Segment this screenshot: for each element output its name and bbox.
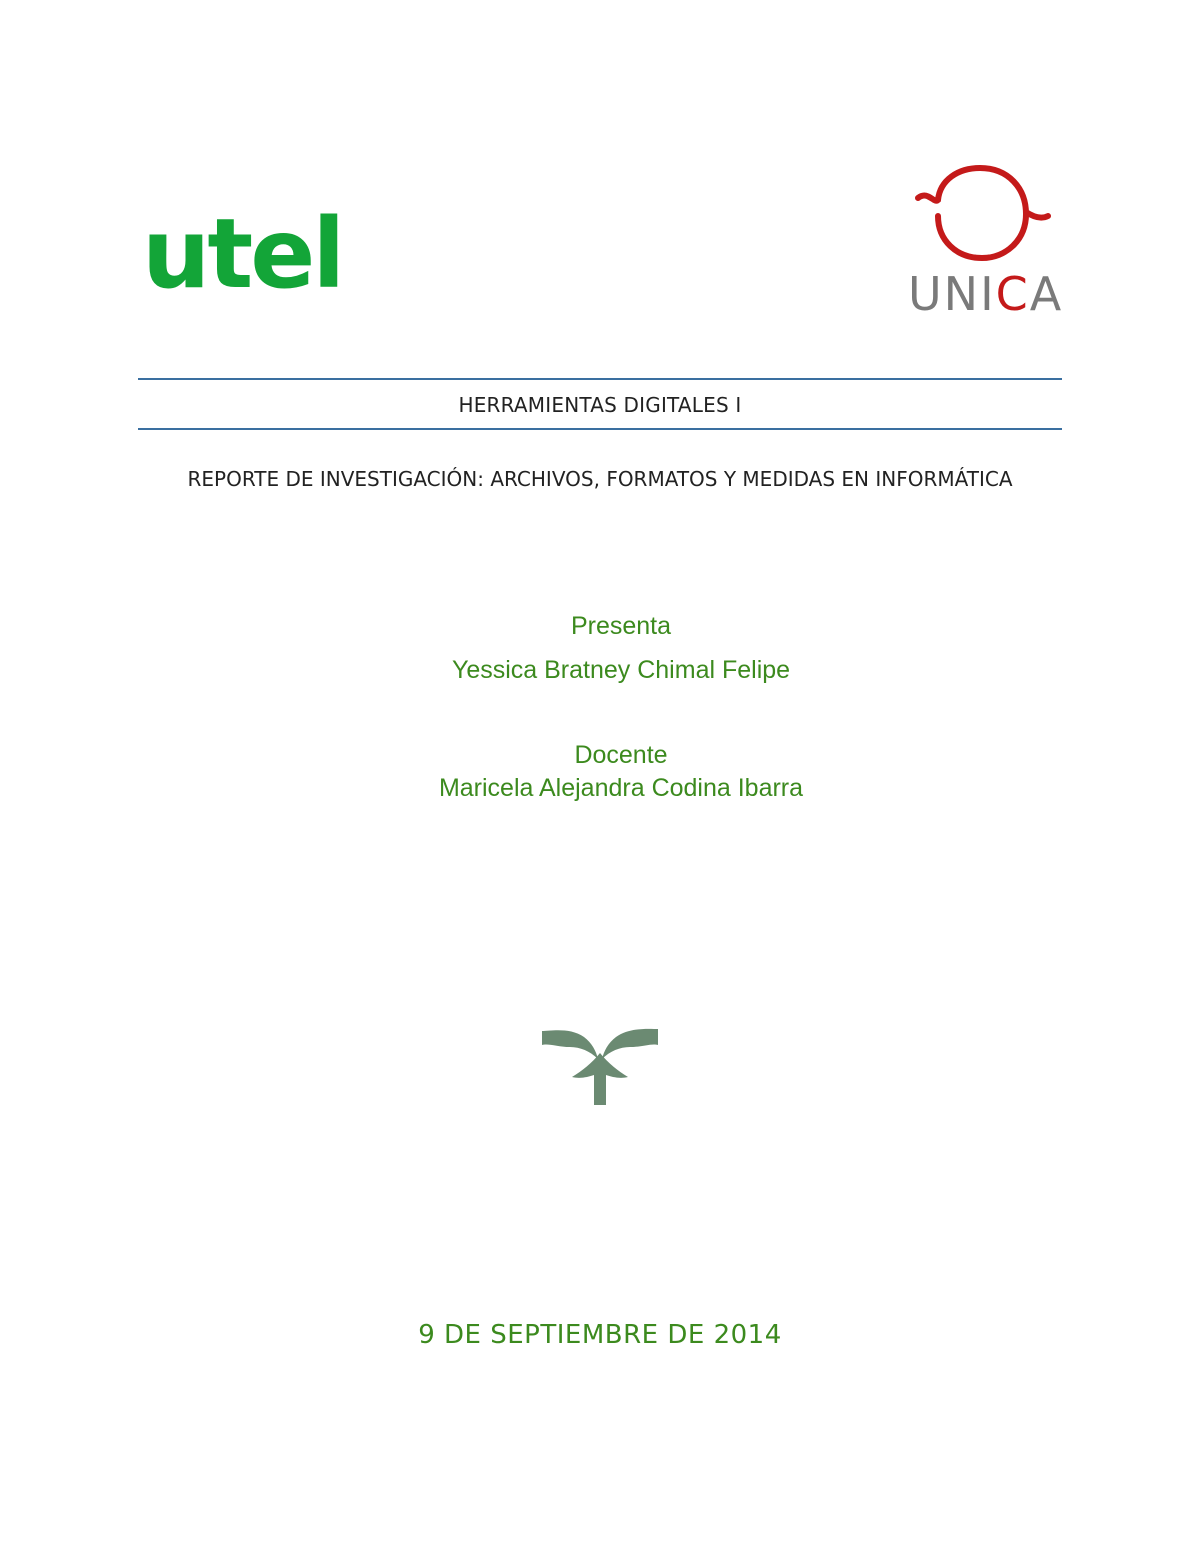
- teacher-label: Docente: [574, 741, 668, 769]
- unica-logo: [900, 160, 1070, 320]
- unica-text-right: A: [1029, 267, 1064, 320]
- presenter-label: Presenta: [570, 612, 672, 640]
- date: 9 DE SEPTIEMBRE DE 2014: [418, 1320, 782, 1350]
- utel-logo-text: utel: [142, 205, 343, 305]
- header-top-rule: [138, 378, 1062, 380]
- presenter-name: Yessica Bratney Chimal Felipe: [451, 656, 791, 684]
- sprout-emblem-icon: [540, 1025, 660, 1107]
- header-bottom-rule: [138, 428, 1062, 430]
- course-name: HERRAMIENTAS DIGITALES I: [458, 393, 742, 417]
- unica-text-accent: C: [995, 267, 1030, 320]
- report-title: REPORTE DE INVESTIGACIÓN: ARCHIVOS, FORMATOS Y MEDIDAS EN INFORMÁTICA: [187, 467, 1013, 491]
- unica-text-left: UNI: [908, 267, 996, 320]
- utel-logo: [140, 205, 390, 305]
- teacher-name: Maricela Alejandra Codina Ibarra: [438, 774, 804, 802]
- unica-logo-text: [908, 267, 1063, 320]
- unica-ring-icon: [918, 168, 1048, 258]
